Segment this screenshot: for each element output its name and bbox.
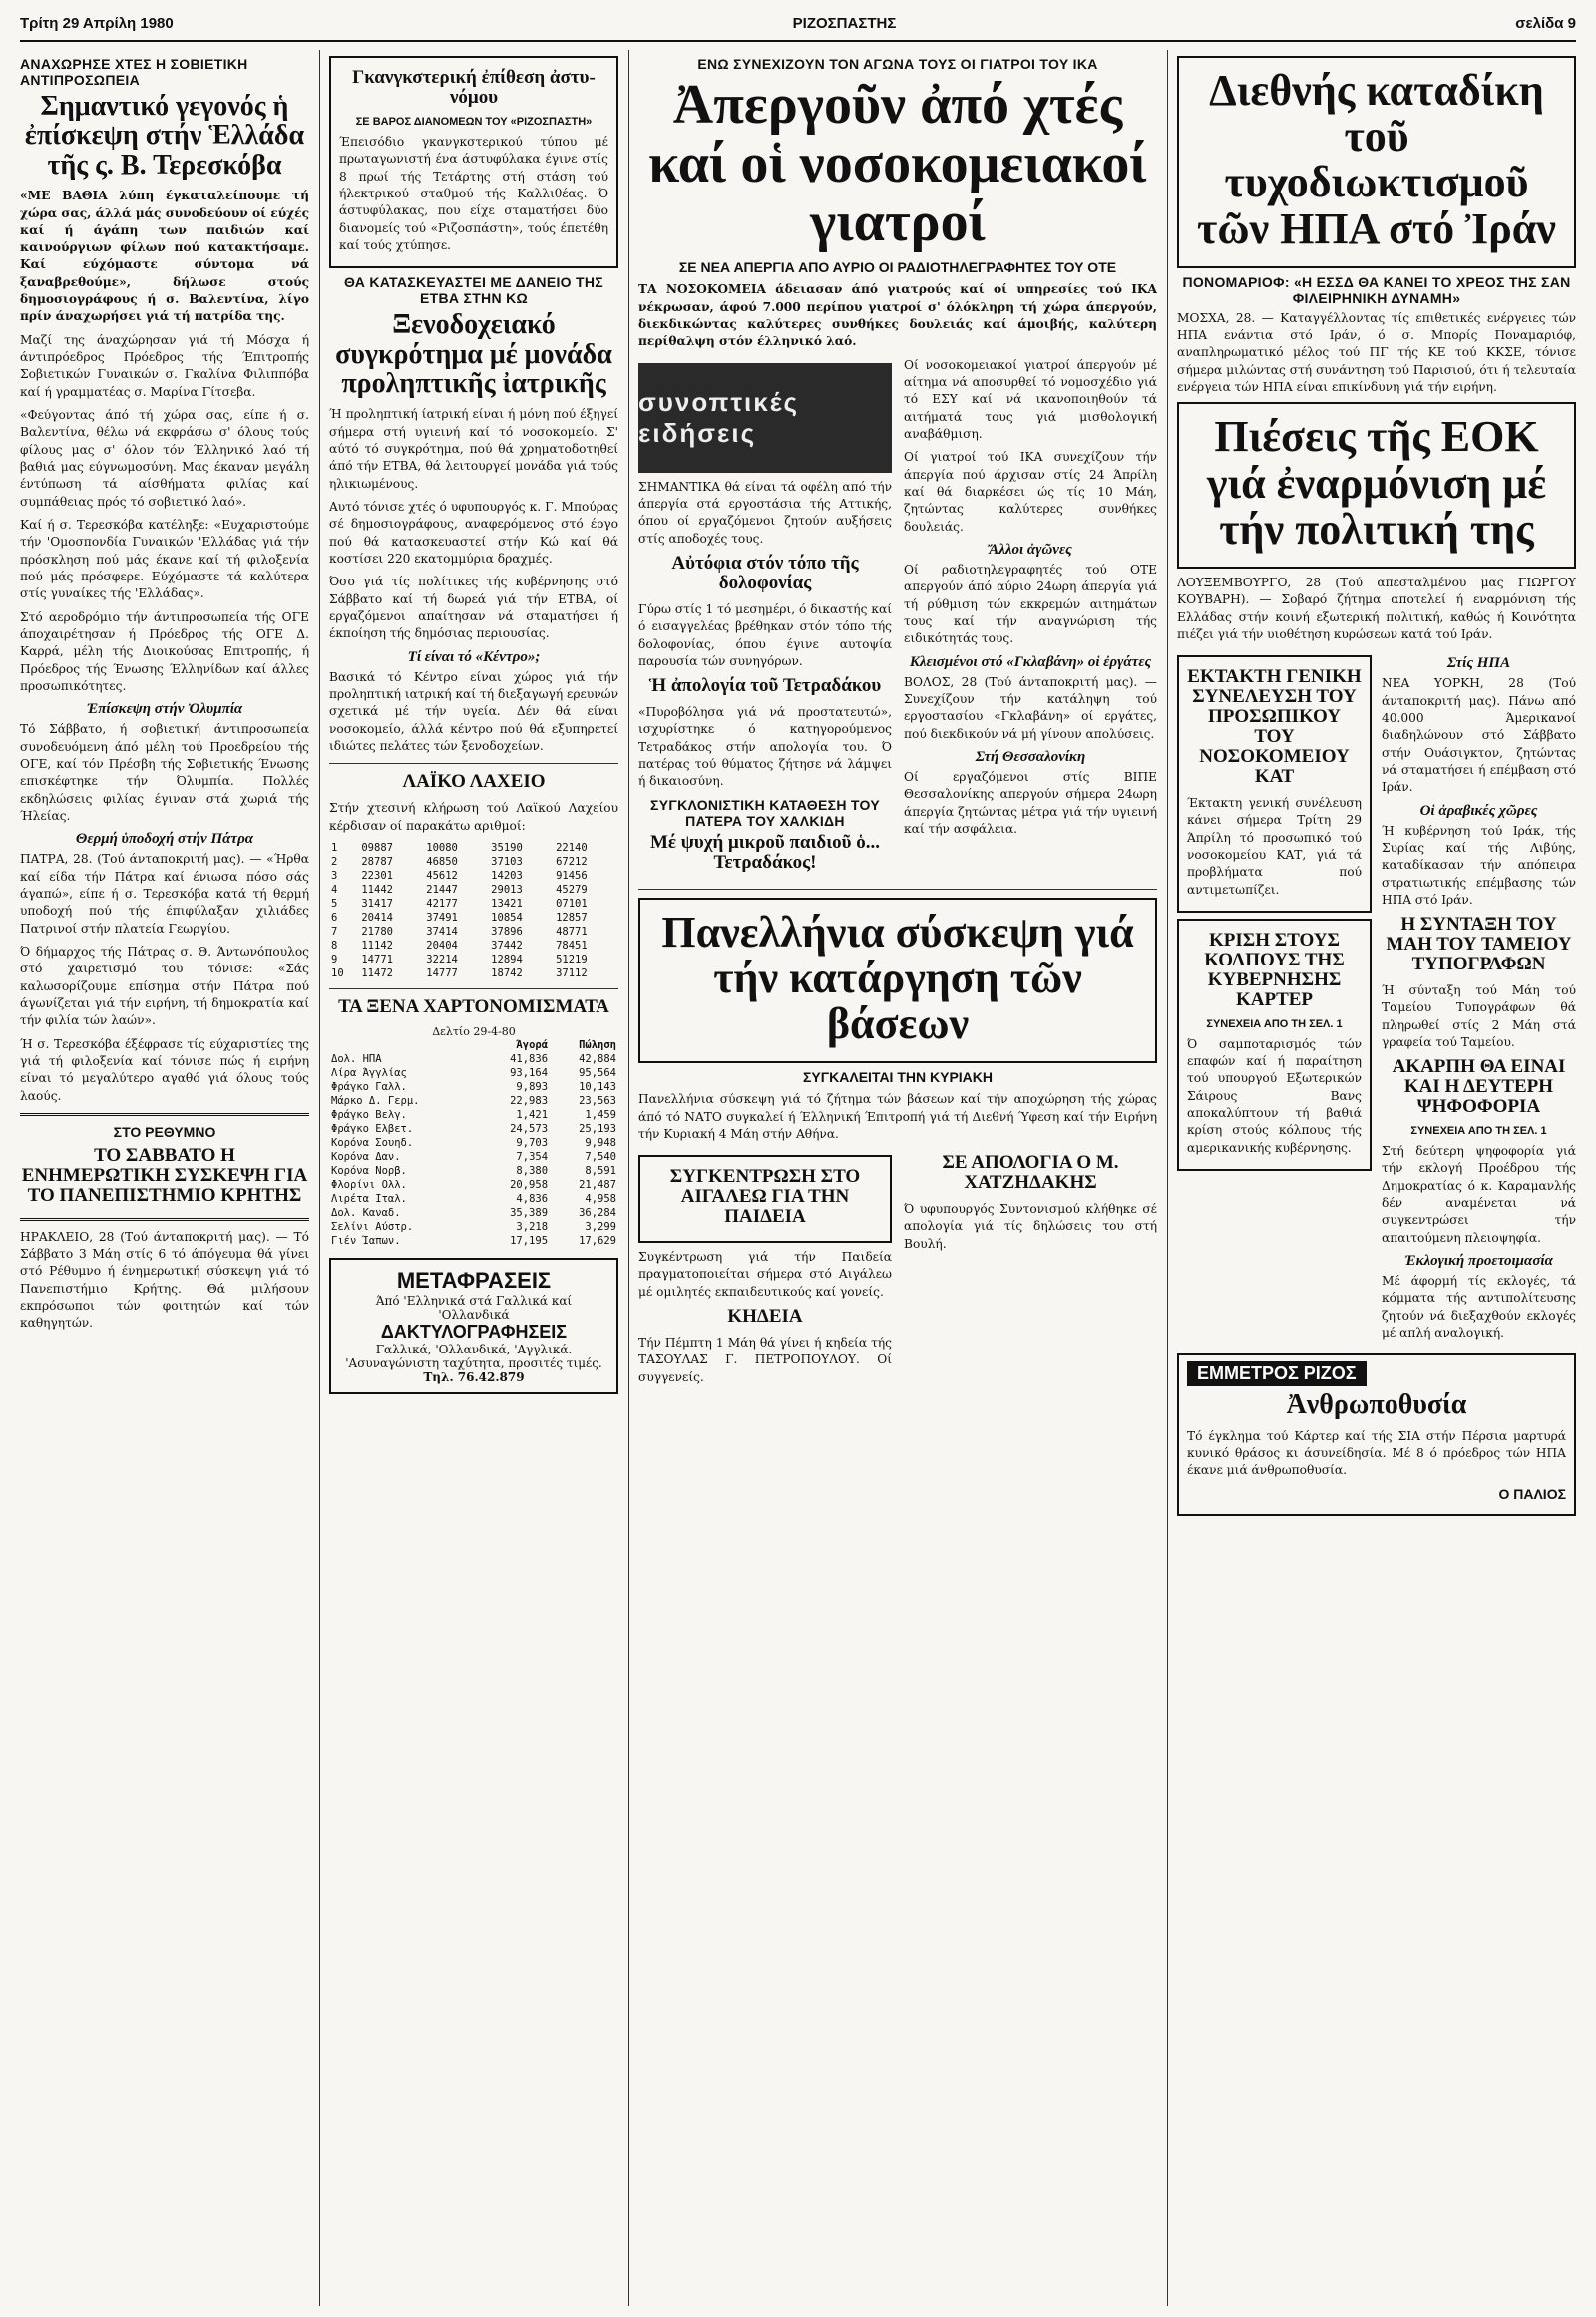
article-paragraph: Γύρω στίς 1 τό μεσημέρι, ό δικαστής καί ό εισαγγελέας βρέθηκαν στόν τόπο τής δολοφονίας, όπου έγινε αυτοψία παρουσία τών συνηγόρων. bbox=[638, 601, 892, 668]
article-kicker: ΕΝΩ ΣΥΝΕΧΙΖΟΥΝ ΤΟΝ ΑΓΩΝΑ ΤΟΥΣ ΟΙ ΓΙΑΤΡΟΙ ΤΟΥ ΙΚΑ bbox=[697, 56, 1098, 72]
article-paragraph: ΝΕΑ ΥΟΡΚΗ, 28 (Τού άνταποκριτή μας). Πάνω από 40.000 Άμερικανοί διαδηλώνουν στό Σάββατο στήν Ουάσιγκτον, ζητώντας νά σταματήσει ή επέμβαση στό Ιράν. bbox=[1382, 676, 1576, 795]
fx-header-cell: Πώληση bbox=[579, 1038, 616, 1051]
lottery-cell: 4 bbox=[331, 883, 338, 896]
lottery-cell: 22301 bbox=[361, 869, 393, 882]
lottery-cell: 10 bbox=[331, 966, 344, 979]
article-paragraph: Ή σ. Τερεσκόβα έξέφρασε τίς εύχαριστίες της γιά τή φιλοξενία καί τόνισε πώς ή ειρήνη είναι τό μεγαλύτερο αγαθό γιά όλους τούς λαούς. bbox=[20, 1036, 309, 1103]
lottery-cell: 1 bbox=[331, 841, 338, 854]
lottery-cell: 18742 bbox=[491, 966, 523, 979]
lottery-cell: 07101 bbox=[556, 897, 588, 910]
article-paragraph: Μαζί της άναχώρησαν γιά τή Μόσχα ή άντιπρόεδρος Πρόεδρος τής Έπιτροπής Σοβιετικών Γυναικών σ. Γκαλίνα Φιλιππόβα καί ή γραμματέας σ. Μαρίνα Γίτσεβα. bbox=[20, 332, 309, 399]
strike-right bbox=[904, 357, 1157, 881]
article-headline: ΣΥΓΚΕΝΤΡΩΣΗ ΣΤΟ ΑΙΓΑΛΕΩ ΓΙΑ ΤΗΝ ΠΑΙΔΕΙΑ bbox=[669, 1166, 861, 1228]
strike-left bbox=[638, 357, 892, 881]
article-paragraph: Ή κυβέρνηση τού Ιράκ, τής Συρίας καί τής Λιβύης, καταδίκασαν τήν απόπειρα στρατιωτικής επέμβασης τών ΗΠΑ στό Ιράν. bbox=[1382, 823, 1576, 907]
article-paragraph: ΠΑΤΡΑ, 28. (Τού άνταποκριτή μας). — «Ήρθα καί είδα τήν Πάτρα καί ένιωσα πόσο σάς άγαπώ», είπε ή σ. Τερεσκόβα κατά τή θερμή υποδοχή πού τής έπιφύλαξαν χιλιάδες Πατρινοί στήν πλατεία Γεωργίου. bbox=[20, 852, 309, 936]
lottery-cell: 6 bbox=[331, 911, 338, 924]
fx-cell: 17,629 bbox=[579, 1234, 616, 1247]
lottery-cell: 91456 bbox=[556, 869, 588, 882]
section-subhead: Ἐπίσκεψη στήν Ὀλυμπία bbox=[86, 701, 243, 718]
section-subhead: Στίς ΗΠΑ bbox=[1446, 655, 1511, 672]
lottery-row bbox=[329, 911, 618, 925]
fx-headline: ΤΑ ΞΕΝΑ ΧΑΡΤΟΝΟΜΙΣΜΑΤΑ bbox=[338, 995, 609, 1017]
divider bbox=[329, 763, 618, 764]
article-paragraph: Οί ραδιοτηλεγραφητές τού ΟΤΕ απεργούν άπό αύριο 24ωρη άπεργία γιά τή ρύθμιση τών εκκρεμών αιτημάτων τους καί τήν αναγνώριση τής ειδικότητάς τους. bbox=[904, 562, 1157, 646]
fx-cell: 22,983 bbox=[510, 1094, 549, 1107]
article-paragraph: Ό δήμαρχος τής Πάτρας σ. Θ. Άντωνόπουλος στό χαιρετισμό του τόνισε: «Σάς καλωσορίζουμε επίσημα στήν Πάτρα πού άγωνίζεται γιά τήν ειρήνη, τή δημοκρατία καί τήν φιλία τών λαών». bbox=[20, 944, 309, 1028]
fx-row bbox=[329, 1192, 618, 1206]
fx-cell: 1,421 bbox=[516, 1108, 549, 1121]
fx-cell: 9,893 bbox=[516, 1080, 549, 1093]
article-headline: Διεθνής καταδίκη τοῦ τυχοδιωκτισμοῦ τῶν ΗΠΑ στό Ἰράν bbox=[1197, 66, 1556, 253]
divider bbox=[638, 889, 1157, 890]
lottery-cell: 35190 bbox=[491, 841, 523, 854]
fx-cell: 9,948 bbox=[585, 1136, 616, 1149]
fx-cell: 21,487 bbox=[579, 1178, 616, 1191]
lottery-cell: 5 bbox=[331, 897, 338, 910]
article-paragraph: Έπεισόδιο γκανγκστερικού τύπου μέ πρωταγωνιστή ένα άστυφύλακα έγινε στίς 8 πρωί τής Τετάρτης στή στάση τού ήλεκτρικού σταθμού τής Καλλιθέας. Ό άστυφύλακας, που είχε σταματήσει δύο διανομείς τού «Ριζοσπάστη», τούς έπετέθη καί τούς χτύπησε. bbox=[339, 134, 608, 252]
lottery-cell: 51219 bbox=[556, 953, 588, 965]
column-rule bbox=[628, 50, 629, 2306]
fx-row bbox=[329, 1122, 618, 1136]
ad-phone: Τηλ. 76.42.879 bbox=[423, 1369, 525, 1384]
article-paragraph: Ή σύνταξη τού Μάη τού Ταμείου Τυπογράφων θά πληρωθεί στίς 2 Μάη στά γραφεία τού Ταμείου. bbox=[1382, 983, 1576, 1049]
lottery-cell: 22140 bbox=[556, 841, 588, 854]
masthead bbox=[20, 12, 1576, 42]
fx-cell: Φράγκο Γαλλ. bbox=[331, 1080, 407, 1093]
ad-line: Άπό 'Ελληνικά στά Γαλλικά καί 'Ολλανδικά bbox=[375, 1293, 573, 1322]
lottery-cell: 37491 bbox=[426, 911, 458, 924]
assault-box bbox=[329, 56, 618, 268]
lottery-cell: 14203 bbox=[491, 869, 523, 882]
article-headline: Αὐτόφια στόν τόπο τῆς δολοφονίας bbox=[671, 553, 859, 593]
article-paragraph: Συγκέντρωση γιά τήν Παιδεία πραγματοποιείται σήμερα στό Αιγάλεω μέ ομιλητές εκπαιδευτικούς καί γονείς. bbox=[638, 1250, 892, 1299]
newspaper-page bbox=[20, 12, 1576, 2306]
lottery-row bbox=[329, 841, 618, 855]
article-headline: Η ΣΥΝΤΑΞΗ ΤΟΥ ΜΑΗ ΤΟΥ ΤΑΜΕΙΟΥ ΤΥΠΟΓΡΑΦΩΝ bbox=[1386, 914, 1572, 975]
fx-cell: Λίρα Άγγλίας bbox=[331, 1066, 407, 1079]
lottery-cell: 78451 bbox=[556, 939, 588, 952]
lottery-cell: 46850 bbox=[426, 855, 458, 868]
poem-text: Τό έγκλημα τού Κάρτερ καί τής ΣΙΑ στήν Πέρσια μαρτυρά κυνικό θράσος κι άσυνείδησία. Μέ 8 ό πρόεδρος τών ΗΠΑ έκανε μιά άνθρωποθυσία. bbox=[1187, 1428, 1566, 1478]
eec-headline-box bbox=[1177, 402, 1576, 569]
box-kicker: ΣΥΝΕΧΕΙΑ ΑΠΟ ΤΗ ΣΕΛ. 1 bbox=[1206, 1017, 1343, 1030]
box-headline: Γκανγκστερική ἐπίθεση ἀστυνόμου bbox=[352, 67, 596, 108]
fx-cell: 36,284 bbox=[579, 1206, 616, 1219]
fx-cell: 4,836 bbox=[516, 1192, 549, 1205]
lottery-cell: 37414 bbox=[426, 925, 458, 938]
fx-cell: Κορόνα Δαν. bbox=[331, 1150, 401, 1163]
translation-ad bbox=[329, 1258, 618, 1394]
column-rule bbox=[319, 50, 320, 2306]
lottery-cell: 37112 bbox=[556, 966, 588, 979]
divider bbox=[329, 988, 618, 989]
article-paragraph: «Φεύγοντας άπό τή χώρα σας, είπε ή σ. Βαλεντίνα, θέλω νά εκφράσω σ' όλους τούς φίλους μας σ' όλον τόν Έλληνικό λαό τή βαθιά μας εύγνωμοσύνη. Μας έκαναν μεγάλη έντύπωση τά αίσθήματα φιλίας καί συμπάθειας πρός τό σοβιετικό λαό». bbox=[20, 408, 309, 509]
lottery-cell: 10854 bbox=[491, 911, 523, 924]
lottery-row bbox=[329, 869, 618, 883]
lottery-row bbox=[329, 953, 618, 966]
box-headline: ΤΟ ΣΑΒΒΑΤΟ Η ΕΝΗΜΕΡΩΤΙΚΗ ΣΥΣΚΕΨΗ ΓΙΑ ΤΟ ΠΑΝΕΠΙΣΤΗΜΙΟ ΚΡΗΤΗΣ bbox=[21, 1144, 308, 1206]
rethymno-box bbox=[20, 1113, 309, 1221]
article-paragraph: «Πυροβόλησα γιά νά προστατευτώ», ισχυρίστηκε ό κατηγορούμενος Τετραδάκος στήν απολογία του. Ό πατέρας τού θύματος ζήτησε νά λάμψει ή δικαιοσύνη. bbox=[638, 705, 892, 789]
column-hotel bbox=[329, 50, 618, 2306]
lottery-cell: 45612 bbox=[426, 869, 458, 882]
lottery-row bbox=[329, 897, 618, 911]
column-rule bbox=[1167, 50, 1168, 2306]
fx-cell: 24,573 bbox=[510, 1122, 549, 1135]
fx-cell: 7,354 bbox=[516, 1150, 549, 1163]
lottery-row bbox=[329, 855, 618, 869]
lottery-cell: 2 bbox=[331, 855, 338, 868]
section-subhead: Ἄλλοι ἀγῶνες bbox=[989, 541, 1072, 558]
fx-row bbox=[329, 1206, 618, 1220]
fx-row bbox=[329, 1094, 618, 1108]
lottery-row bbox=[329, 939, 618, 953]
lottery-cell: 28787 bbox=[361, 855, 393, 868]
lottery-headline: ΛΑΪΚΟ ΛΑΧΕΙΟ bbox=[402, 771, 546, 793]
fx-cell: 9,703 bbox=[516, 1136, 549, 1149]
lottery-cell: 9 bbox=[331, 953, 338, 965]
article-paragraph: Έκτακτη γενική συνέλευση κάνει σήμερα Τρίτη 29 Άπρίλη τό προσωπικό τού νοσοκομείου ΚΑΤ, γιά τά προβλήματα πού αντιμετωπίζει. bbox=[1187, 795, 1362, 897]
fx-header-cell: Άγορά bbox=[516, 1038, 549, 1051]
fx-row bbox=[329, 1178, 618, 1192]
lottery-cell: 7 bbox=[331, 925, 338, 938]
article-paragraph: Τό Σάββατο, ή σοβιετική άντιπροσωπεία συνοδευόμενη άπό μέλη τού Προεδρείου τής ΟΓΕ, καί τόν Πρέσβη τής Σοβιετικής Ένωσης επισκέφτηκε τήν Όλυμπία. Πολλές εκδηλώσεις φιλίας έγιναν στά χωριά τής Ήλείας. bbox=[20, 722, 309, 823]
section-subhead: Οἱ ἀραβικές χῶρες bbox=[1419, 802, 1538, 819]
fx-cell: 42,884 bbox=[579, 1052, 616, 1065]
brief-right bbox=[904, 1149, 1157, 1392]
section-subhead: Θερμή ὑποδοχή στήν Πάτρα bbox=[75, 831, 254, 848]
article-paragraph: Οί νοσοκομειακοί γιατροί άπεργούν μέ αίτημα νά αποσυρθεί τό νομοσχέδιο γιά τό ΕΣΥ καί νά ικανοποιηθούν τά αιτήματά τους γιά μισθολογική αναβάθμιση. bbox=[904, 357, 1157, 442]
article-paragraph: Στό αεροδρόμιο τήν άντιπροσωπεία τής ΟΓΕ άποχαιρέτησαν ή Πρόεδρος τής ΟΓΕ Δ. Καρρά, μέλη τής Διοικούσας Επιτροπής, ή Πρόεδρος τής Ένωσης Έλληνίδων καί άλλες προσωπικότητες. bbox=[20, 609, 309, 694]
fx-cell: Φράγκο Ελβετ. bbox=[331, 1122, 414, 1135]
lottery-cell: 11442 bbox=[361, 883, 393, 896]
article-lead: ΤΑ ΝΟΣΟΚΟΜΕΙΑ άδειασαν άπό γιατρούς καί οί υπηρεσίες τού ΙΚΑ νέκρωσαν, άφού 7.000 περίπου γιατροί σ' όλόκληρη τή χώρα άπεργούν, διεκδικώντας καλύτερες συνθήκες δουλειάς καί άμοιβής, καλύτερη περίθαλψη στόν έλληνικό λαό. bbox=[638, 282, 1157, 349]
issue-date: Τρίτη 29 Απρίλη 1980 bbox=[20, 14, 174, 32]
fx-cell: 25,193 bbox=[579, 1122, 616, 1135]
fx-row bbox=[329, 1136, 618, 1150]
fx-cell: Δολ. ΗΠΑ bbox=[331, 1052, 382, 1065]
box-kicker: ΣΤΟ ΡΕΘΥΜΝΟ bbox=[113, 1123, 216, 1140]
columns-grid bbox=[20, 50, 1576, 2306]
bases-box bbox=[638, 898, 1157, 1064]
lottery-cell: 11472 bbox=[361, 966, 393, 979]
fx-header-cell bbox=[329, 1038, 481, 1052]
box-kicker: ΣΕ ΒΑΡΟΣ ΔΙΑΝΟΜΕΩΝ ΤΟΥ «ΡΙΖΟΣΠΑΣΤΗ» bbox=[355, 115, 593, 128]
article-paragraph: Πανελλήνια σύσκεψη γιά τό ζήτημα τών βάσεων καί τήν αποχώρηση τής χώρας άπό τό ΝΑΤΟ συγκαλεί ή Έλληνική Έπιτροπή γιά τή Διεθνή Ύφεση καί τήν Ειρήνη τήν Κυριακή 4 Μάη στήν Αθήνα. bbox=[638, 1092, 1157, 1141]
iran-two-col bbox=[1177, 649, 1576, 1348]
lottery-cell: 37896 bbox=[491, 925, 523, 938]
fx-cell: 1,459 bbox=[585, 1108, 616, 1121]
fx-row bbox=[329, 1234, 618, 1248]
lottery-cell: 8 bbox=[331, 939, 338, 952]
article-paragraph: Οί γιατροί τού ΙΚΑ συνεχίζουν τήν άπεργία πού άρχισαν στίς 24 Άπρίλη καί θά διαρκέσει ώς τίς 10 Μάη, ζητώντας καλύτερες συνθήκες δουλειάς. bbox=[904, 450, 1157, 534]
fx-cell: 3,218 bbox=[516, 1220, 549, 1233]
fx-cell: 3,299 bbox=[585, 1220, 616, 1233]
lottery-cell: 10080 bbox=[426, 841, 458, 854]
lottery-cell: 20414 bbox=[361, 911, 393, 924]
lottery-cell: 42177 bbox=[426, 897, 458, 910]
fx-row bbox=[329, 1220, 618, 1234]
lottery-cell: 29013 bbox=[491, 883, 523, 896]
article-paragraph: ΣΗΜΑΝΤΙΚΑ θά είναι τά οφέλη από τήν άπεργία στά εργοστάσια τής Αττικής, όπου οί εργαζόμενοι ζητούν αυξήσεις στίς αποδοχές τους. bbox=[638, 479, 892, 546]
fx-cell: Κορόνα Νορβ. bbox=[331, 1164, 407, 1177]
article-kicker: ΑΝΑΧΩΡΗΣΕ ΧΤΕΣ Η ΣΟΒΙΕΤΙΚΗ ΑΝΤΙΠΡΟΣΩΠΕΙΑ bbox=[20, 56, 248, 88]
iran-left bbox=[1177, 649, 1372, 1348]
lottery-table bbox=[329, 841, 618, 980]
lottery-cell: 31417 bbox=[361, 897, 393, 910]
fx-row bbox=[329, 1052, 618, 1066]
section-subhead: Ἐκλογική προετοιμασία bbox=[1404, 1253, 1553, 1270]
ad-line: 'Ασυναγώνιστη ταχύτητα, προσιτές τιμές. bbox=[345, 1355, 602, 1370]
article-headline: Σημαντικό γεγονός ἡ ἐπίσκεψη στήν Ἑλλάδα τῆς ς. Β. Τερεσκόβα bbox=[24, 91, 305, 181]
article-paragraph: ΛΟΥΞΕΜΒΟΥΡΓΟ, 28 (Τού απεσταλμένου μας ΓΙΩΡΓΟΥ ΚΟΥΒΑΡΗ). — Σοβαρό ζήτημα αποτελεί ή εναρμόνιση τής Ελλάδας στήν κοινή εξωτερική πολιτική, καθώς ή Κοινότητα πιέζει γιά τήν υιοθέτηση κυρώσεων κατά τού Ιράν. bbox=[1177, 575, 1576, 641]
lottery-cell: 45279 bbox=[556, 883, 588, 896]
column-tereshkova bbox=[20, 50, 309, 2306]
article-subhead: ΣΕ ΝΕΑ ΑΠΕΡΓΙΑ ΑΠΟ ΑΥΡΙΟ ΟΙ ΡΑΔΙΟΤΗΛΕΓΡΑΦΗΤΕΣ ΤΟΥ ΟΤΕ bbox=[678, 259, 1117, 276]
fx-date: Δελτίο 29-4-80 bbox=[432, 1024, 516, 1038]
iran-headline-box bbox=[1177, 56, 1576, 268]
lottery-cell: 21780 bbox=[361, 925, 393, 938]
fx-cell: 10,143 bbox=[579, 1080, 616, 1093]
fx-cell: 8,380 bbox=[516, 1164, 549, 1177]
lottery-row bbox=[329, 883, 618, 897]
article-paragraph: ΗΡΑΚΛΕΙΟ, 28 (Τού άνταποκριτή μας). — Τό Σάββατο 3 Μάη στίς 6 τό άπόγευμα θά γίνει στό Ρέθυμνο ή ένημερωτική σύσκεψη γιά τό Πανεπιστήμιο Κρήτης. Θά μιλήσουν εκπρόσωποι τών φοιτητών καί τών καθηγητών. bbox=[20, 1229, 309, 1331]
fx-cell: Γιέν Ίαπων. bbox=[331, 1234, 401, 1247]
article-paragraph: Στή δεύτερη ψηφοφορία γιά τήν εκλογή Προέδρου τής Δημοκρατίας ό κ. Καραμανλής δέν αναμένεται νά συγκεντρώσει τήν απαιτούμενη πλειοψηφία. bbox=[1382, 1144, 1576, 1245]
fx-cell: Λιρέτα Ιταλ. bbox=[331, 1192, 407, 1205]
fx-row bbox=[329, 1150, 618, 1164]
fx-cell: 35,389 bbox=[510, 1206, 549, 1219]
article-paragraph: Ή προληπτική ίατρική είναι ή μόνη πού έξηγεί σήμερα στή υγιεινή καί τό νοσοκομείο. Σ' αύτό τό συγκρότημα, πού θά χρηματοδοτηθεί άπό τήν ΕΤΒΑ, θά λειτουργεί μονάδα γιά τούς ηλικιωμένους. bbox=[329, 407, 618, 491]
article-headline: Ἀπεργοῦν ἀπό χτές καί οἱ νοσοκομειακοί γιατροί bbox=[648, 74, 1147, 253]
strike-body bbox=[638, 357, 1157, 881]
section-subhead: Κλεισμένοι στό «Γκλαβάνη» οἱ ἐργάτες bbox=[909, 653, 1152, 670]
poem-signature: Ο ΠΑΛΙΟΣ bbox=[1498, 1485, 1566, 1502]
lottery-cell: 12857 bbox=[556, 911, 588, 924]
column-iran bbox=[1177, 50, 1576, 2306]
lottery-cell: 3 bbox=[331, 869, 338, 882]
article-paragraph: Αυτό τόνισε χτές ό υφυπουργός κ. Γ. Μπούρας σέ δημοσιογράφους, αναφερόμενος στό έργο πού θά κατασκευαστεί στήν Κώ καί θά κοστίσει 220 εκατομμύρια δραχμές. bbox=[329, 499, 618, 566]
lottery-cell: 13421 bbox=[491, 897, 523, 910]
article-headline: Πανελλήνια σύσκεψη γιά τήν κατάργηση τῶν βάσεων bbox=[661, 907, 1134, 1049]
article-headline: Ξενοδοχειακό συγκρότημα μέ μονάδα προληπτικῆς ἰατρικῆς bbox=[335, 309, 612, 399]
box-headline: ΚΡΙΣΗ ΣΤΟΥΣ ΚΟΛΠΟΥΣ ΤΗΣ ΚΥΒΕΡΝΗΣΗΣ ΚΑΡΤΕΡ bbox=[1204, 929, 1345, 1010]
lottery-cell: 20404 bbox=[426, 939, 458, 952]
section-subhead: Τί είναι τό «Κέντρο»; bbox=[407, 648, 541, 665]
fx-cell: Σελίνι Αύστρ. bbox=[331, 1220, 414, 1233]
fx-cell: Κορόνα Σουηδ. bbox=[331, 1136, 414, 1149]
fx-cell: 4,958 bbox=[585, 1192, 616, 1205]
box-headline: ΕΚΤΑΚΤΗ ΓΕΝΙΚΗ ΣΥΝΕΛΕΥΣΗ ΤΟΥ ΠΡΟΣΩΠΙΚΟΥ ΤΟΥ ΝΟΣΟΚΟΜΕΙΟΥ ΚΑΤ bbox=[1187, 666, 1362, 787]
ad-title: ΜΕΤΑΦΡΑΣΕΙΣ bbox=[396, 1267, 552, 1293]
article-lead: «ΜΕ ΒΑΘΙΑ λύπη έγκαταλείπουμε τή χώρα σας, άλλά μάς συνοδεύουν οί εύχές καί ή άγάπη των παιδιών καί καινούργιων φίλων πού κατακτήσαμε. Καί εύχόμαστε σύντομα νά ξαναβρεθούμε», δήλωσε στούς δημοσιογράφους ή σ. Βαλεντίνα, λίγο πρίν άναχωρήσει γιά τή πατρίδα της. bbox=[20, 189, 309, 324]
lottery-cell: 32214 bbox=[426, 953, 458, 965]
fx-cell: 23,563 bbox=[579, 1094, 616, 1107]
fx-cell: 93,164 bbox=[510, 1066, 549, 1079]
fx-cell: 7,540 bbox=[585, 1150, 616, 1163]
article-paragraph: Βασικά τό Κέντρο είναι χώρος γιά τήν προληπτική ιατρική καί τή διεξαγωγή ερευνών σχετικά μέ τήν υγεία. Δέν θά είναι νοσοκομείο, άλλά κέντρο πού θά εξυπηρετεί ιδιώτες πελάτες τών ξενοδοχείων. bbox=[329, 669, 618, 753]
article-paragraph: Καί ή σ. Τερεσκόβα κατέληξε: «Ευχαριστούμε τήν 'Ομοσπονδία Γυναικών 'Ελλάδας γιά τήν πρόσκληση πού μάς έκανε καί τή φιλοξενία πού μάς πρόσφερε. Εύχόμαστε τά καλύτερα στίς γυναίκες τής 'Ελλάδας». bbox=[20, 518, 309, 601]
lottery-cell: 14777 bbox=[426, 966, 458, 979]
fx-cell: Μάρκο Δ. Γερμ. bbox=[331, 1094, 420, 1107]
section-subhead: Στή Θεσσαλονίκη bbox=[975, 748, 1086, 765]
lottery-cell: 11142 bbox=[361, 939, 393, 952]
emmetros-rizos-logo: ΕΜΜΕΤΡΟΣ ΡΙΖΟΣ bbox=[1187, 1361, 1367, 1386]
article-headline: ΚΗΔΕΙΑ bbox=[727, 1306, 803, 1327]
article-kicker: ΘΑ ΚΑΤΑΣΚΕΥΑΣΤΕΙ ΜΕ ΔΑΝΕΙΟ ΤΗΣ ΕΤΒΑ ΣΤΗΝ ΚΩ bbox=[343, 274, 603, 307]
column-strikes bbox=[638, 50, 1157, 2306]
lottery-cell: 09887 bbox=[361, 841, 393, 854]
fx-cell: Φράγκο Βελγ. bbox=[331, 1108, 407, 1121]
kat-box bbox=[1177, 655, 1372, 913]
article-paragraph: Μέ άφορμή τίς εκλογές, τά κόμματα τής αντιπολίτευσης ζητούν νά διεξαχθούν εκλογές μέ απλή αναλογική. bbox=[1382, 1274, 1576, 1341]
article-headline: Ἡ ἀπολογία τοῦ Τετραδάκου bbox=[648, 675, 882, 697]
news-in-brief-logo: συνοπτικές ειδήσεις bbox=[638, 363, 892, 473]
article-headline: ΣΕ ΑΠΟΛΟΓΙΑ Ο Μ. ΧΑΤΖΗΔΑΚΗΣ bbox=[942, 1152, 1119, 1194]
lottery-cell: 14771 bbox=[361, 953, 393, 965]
article-kicker: ΣΥΝΕΧΕΙΑ ΑΠΟ ΤΗ ΣΕΛ. 1 bbox=[1410, 1125, 1547, 1138]
lottery-cell: 12894 bbox=[491, 953, 523, 965]
article-kicker: ΠΟΝΟΜΑΡΙΟΦ: «Η ΕΣΣΔ ΘΑ ΚΑΝΕΙ ΤΟ ΧΡΕΟΣ ΤΗΣ ΣΑΝ ΦΙΛΕΙΡΗΝΙΚΗ ΔΥΝΑΜΗ» bbox=[1182, 273, 1571, 306]
fx-cell: Δολ. Καναδ. bbox=[331, 1206, 401, 1219]
article-paragraph: Όσο γιά τίς πολίτικες τής κυβέρνησης στό Σάββατο καί τή δωρεά γιά τήν ΕΤΒΑ, οί εργαζόμενοι απαίτησαν νά σταματήσει ή έκποίηση τής δημόσιας περιουσίας. bbox=[329, 575, 618, 641]
paper-name: ΡΙΖΟΣΠΑΣΤΗΣ bbox=[792, 14, 897, 32]
satire-poem-box bbox=[1177, 1353, 1576, 1515]
lottery-cell: 37442 bbox=[491, 939, 523, 952]
article-headline: Μέ ψυχή μικροῦ παιδιοῦ ὁ... Τετραδάκος! bbox=[649, 831, 881, 873]
lottery-row bbox=[329, 966, 618, 980]
article-headline: Πιέσεις τῆς ΕΟΚ γιά ἐναρμόνιση μέ τήν πολιτική της bbox=[1206, 412, 1547, 554]
lottery-cell: 21447 bbox=[426, 883, 458, 896]
article-kicker: ΣΥΓΚΛΟΝΙΣΤΙΚΗ ΚΑΤΑΘΕΣΗ ΤΟΥ ΠΑΤΕΡΑ ΤΟΥ ΧΑΛΚΙΔΗ bbox=[650, 796, 880, 829]
bottom-briefs bbox=[638, 1149, 1157, 1392]
ad-line: Γαλλικά, 'Ολλανδικά, 'Αγγλικά. bbox=[375, 1342, 573, 1356]
fx-cell: 17,195 bbox=[510, 1234, 549, 1247]
fx-cell: Φλορίνι Ολλ. bbox=[331, 1178, 407, 1191]
lottery-row bbox=[329, 925, 618, 939]
fx-cell: 8,591 bbox=[585, 1164, 616, 1177]
fx-row bbox=[329, 1066, 618, 1080]
article-subhead: ΣΥΓΚΑΛΕΙΤΑΙ ΤΗΝ ΚΥΡΙΑΚΗ bbox=[802, 1069, 993, 1086]
ad-subtitle: ΔΑΚΤΥΛΟΓΡΑΦΗΣΕΙΣ bbox=[380, 1321, 568, 1342]
iran-right bbox=[1382, 649, 1576, 1348]
article-paragraph: Ό υφυπουργός Συντονισμού κλήθηκε σέ απολογία γιά τίς δηλώσεις του στή Βουλή. bbox=[904, 1202, 1157, 1251]
lottery-cell: 48771 bbox=[556, 925, 588, 938]
lottery-cell: 67212 bbox=[556, 855, 588, 868]
page-number: σελίδα 9 bbox=[1515, 14, 1576, 32]
fx-table bbox=[329, 1038, 618, 1248]
carter-box bbox=[1177, 919, 1372, 1171]
fx-cell: 95,564 bbox=[579, 1066, 616, 1079]
fx-row bbox=[329, 1164, 618, 1178]
article-paragraph: Οί εργαζόμενοι στίς ΒΙΠΕ Θεσσαλονίκης απεργούν σήμερα 24ωρη άπεργία ζητώντας μέτρα γιά τήν υγιεινή καί τήν ασφάλεια. bbox=[904, 769, 1157, 836]
article-paragraph: Τήν Πέμπτη 1 Μάη θά γίνει ή κηδεία τής ΤΑΣΟΥΛΑΣ Γ. ΠΕΤΡΟΠΟΥΛΟΥ. Οί συγγενείς. bbox=[638, 1335, 892, 1384]
brief-left bbox=[638, 1149, 892, 1392]
article-headline: ΑΚΑΡΠΗ ΘΑ ΕΙΝΑΙ ΚΑΙ Η ΔΕΥΤΕΡΗ ΨΗΦΟΦΟΡΙΑ bbox=[1392, 1056, 1566, 1118]
article-paragraph: ΒΟΛΟΣ, 28 (Τού άνταποκριτή μας). — Συνεχίζουν τήν κατάληψη τού εργοστασίου «Γκλαβάνη» οί εργάτες, πού διεκδικούν νά μή γίνουν απολύσεις. bbox=[904, 674, 1157, 741]
poem-headline: Ἀνθρωποθυσία bbox=[1286, 1389, 1467, 1421]
fx-row bbox=[329, 1080, 618, 1094]
fx-cell: 20,958 bbox=[510, 1178, 549, 1191]
article-paragraph: ΜΟΣΧΑ, 28. — Καταγγέλλοντας τίς επιθετικές ενέργειες τών ΗΠΑ ενάντια στό Ιράν, ό σ. Μπορίς Ποναμαριόφ, αναπληρωματικό μέλος τού ΠΓ τής ΚΕ τού ΚΚΣΕ, τόνισε σήμερα μιλώντας στή συνάντηση τού Παρισιού, ότι ή τελευταία ενέργεια τών ΗΠΑ είναι επικίνδυνη γιά τήν ειρήνη. bbox=[1177, 310, 1576, 395]
lottery-intro: Στήν χτεσινή κλήρωση τού Λαϊκού Λαχείου κέρδισαν οί παρακάτω αριθμοί: bbox=[329, 801, 618, 833]
fx-cell: 41,836 bbox=[510, 1052, 549, 1065]
rally-box bbox=[638, 1155, 892, 1243]
fx-row bbox=[329, 1108, 618, 1122]
article-paragraph: Ό σαμποταρισμός τών επαφών καί ή παραίτηση τού υπουργού Εξωτερικών Σάιρους Βανς αποκαλύπτουν τή βαθιά κρίση στούς κόλπους τής αμερικανικής κυβέρνησης. bbox=[1187, 1036, 1362, 1155]
lottery-cell: 37103 bbox=[491, 855, 523, 868]
